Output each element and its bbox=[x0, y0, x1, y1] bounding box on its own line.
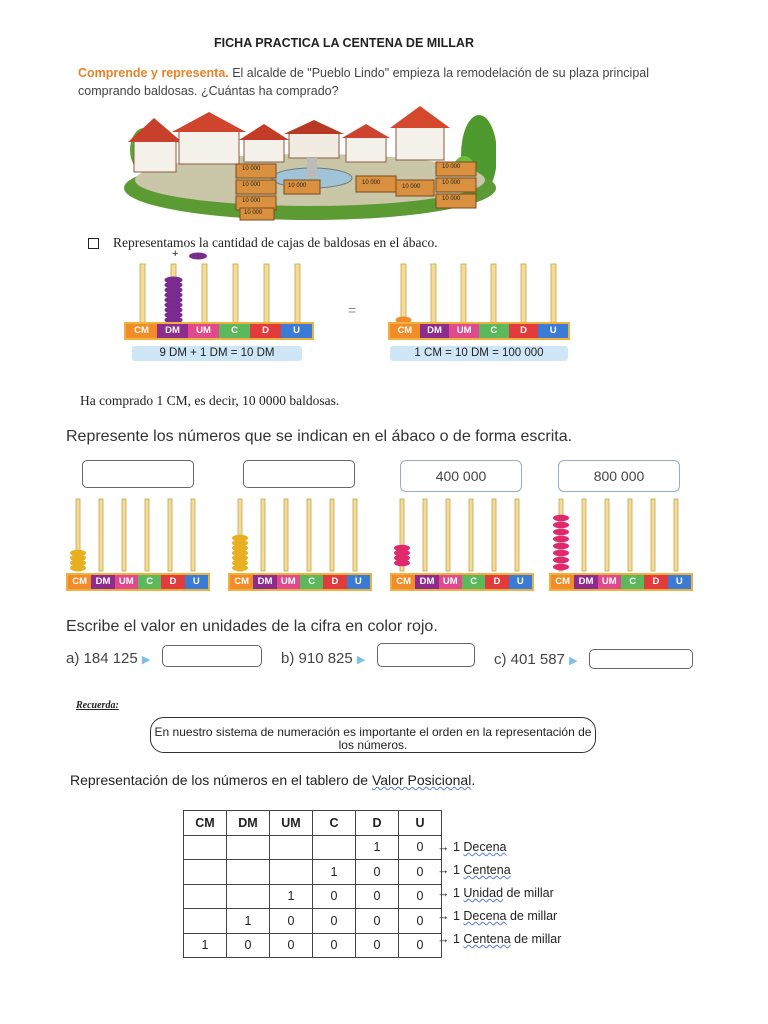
answer-box-1[interactable] bbox=[82, 460, 194, 488]
place-cm: CM bbox=[230, 575, 253, 589]
table-cell: 0 bbox=[313, 933, 356, 958]
table-row bbox=[184, 909, 442, 934]
box-label: 10 000 bbox=[242, 182, 261, 188]
place-dm: DM bbox=[91, 575, 114, 589]
table-row bbox=[184, 933, 442, 958]
place-c: C bbox=[621, 575, 644, 589]
equation-left: 9 DM + 1 DM = 10 DM bbox=[132, 346, 302, 361]
place-um: UM bbox=[277, 575, 300, 589]
answer-box-2[interactable] bbox=[243, 460, 355, 488]
place-value-labels bbox=[228, 573, 372, 591]
place-cm: CM bbox=[551, 575, 574, 589]
place-um: UM bbox=[188, 324, 219, 338]
equation-right: 1 CM = 10 DM = 100 000 bbox=[390, 346, 568, 361]
row-label bbox=[437, 859, 561, 882]
table-cell bbox=[227, 860, 270, 885]
table-cell bbox=[270, 835, 313, 860]
number-box-3: 400 000 bbox=[400, 460, 522, 492]
exercise-a bbox=[66, 650, 150, 667]
table-cell bbox=[313, 835, 356, 860]
table-cell: 0 bbox=[399, 835, 442, 860]
col-header: UM bbox=[270, 811, 313, 836]
place-d: D bbox=[323, 575, 346, 589]
place-value-labels bbox=[390, 573, 534, 591]
arrow-text: → 1 bbox=[437, 932, 464, 946]
town-square-illustration bbox=[124, 100, 496, 222]
table-cell: 1 bbox=[184, 933, 227, 958]
checkbox[interactable] bbox=[88, 238, 99, 249]
row-label bbox=[437, 905, 561, 928]
table-cell: 0 bbox=[356, 884, 399, 909]
exercise-c bbox=[494, 651, 578, 668]
place-cm: CM bbox=[126, 324, 157, 338]
answer-input-c[interactable] bbox=[589, 649, 693, 669]
remember-title: Recuerda: bbox=[76, 700, 119, 711]
exercise-a-number: 184 125 bbox=[83, 650, 138, 667]
place-cm: CM bbox=[68, 575, 91, 589]
box-label: 10 000 bbox=[442, 164, 461, 170]
row-label-rest: de millar bbox=[503, 886, 554, 900]
box-label: 10 000 bbox=[402, 184, 421, 190]
table-cell: 0 bbox=[270, 909, 313, 934]
table-cell bbox=[270, 860, 313, 885]
plus-sign: + bbox=[172, 248, 179, 260]
place-value-labels bbox=[66, 573, 210, 591]
place-d: D bbox=[644, 575, 667, 589]
place-um: UM bbox=[115, 575, 138, 589]
arrow-text: → 1 bbox=[437, 886, 464, 900]
place-c: C bbox=[219, 324, 250, 338]
arrow-text: → 1 bbox=[437, 863, 464, 877]
example-abacus-right bbox=[388, 248, 570, 340]
place-dm: DM bbox=[420, 324, 450, 338]
col-header: DM bbox=[227, 811, 270, 836]
abacus-3 bbox=[390, 495, 534, 593]
place-um: UM bbox=[449, 324, 479, 338]
arrow-icon: ▶ bbox=[141, 654, 151, 666]
place-value-labels bbox=[124, 322, 314, 340]
place-um: UM bbox=[598, 575, 621, 589]
box-label: 10 000 bbox=[244, 210, 263, 216]
table-heading-term: Valor Posicional bbox=[371, 772, 472, 788]
place-dm: DM bbox=[253, 575, 276, 589]
place-u: U bbox=[347, 575, 370, 589]
intro-paragraph bbox=[78, 64, 678, 100]
intro-lead: Comprende y representa. bbox=[78, 66, 229, 80]
table-cell bbox=[184, 884, 227, 909]
abacus-4 bbox=[549, 495, 693, 593]
arrow-text: → 1 bbox=[437, 840, 464, 854]
box-label: 10 000 bbox=[288, 183, 307, 189]
equals-sign: = bbox=[348, 302, 357, 318]
table-cell: 1 bbox=[227, 909, 270, 934]
table-cell bbox=[184, 835, 227, 860]
box-label: 10 000 bbox=[242, 166, 261, 172]
row-label bbox=[437, 928, 561, 951]
col-header: D bbox=[356, 811, 399, 836]
table-cell: 0 bbox=[356, 933, 399, 958]
place-cm: CM bbox=[390, 324, 420, 338]
table-row bbox=[184, 860, 442, 885]
place-value-labels bbox=[549, 573, 693, 591]
place-value-labels bbox=[388, 322, 570, 340]
exercise-c-label: c) bbox=[494, 651, 507, 668]
remember-cloud: En nuestro sistema de numeración es importante el orden en la representación de los números. bbox=[150, 717, 596, 753]
table-cell: 1 bbox=[313, 860, 356, 885]
place-c: C bbox=[300, 575, 323, 589]
arrow-icon: ▶ bbox=[356, 654, 366, 666]
row-label-rest: de millar bbox=[506, 909, 558, 923]
box-label: 10 000 bbox=[442, 196, 461, 202]
table-cell bbox=[184, 909, 227, 934]
table-heading bbox=[70, 772, 475, 788]
table-cell bbox=[184, 860, 227, 885]
table-header-row bbox=[184, 811, 442, 836]
table-heading-end: . bbox=[471, 772, 476, 788]
row-label-main: Unidad bbox=[463, 886, 504, 900]
place-value-table bbox=[183, 810, 442, 958]
write-value-heading: Escribe el valor en unidades de la cifra en color rojo. bbox=[66, 618, 438, 635]
col-header: U bbox=[399, 811, 442, 836]
place-u: U bbox=[185, 575, 208, 589]
place-um: UM bbox=[439, 575, 462, 589]
exercise-b bbox=[281, 650, 365, 667]
row-label-main: Centena bbox=[463, 932, 511, 946]
row-label-main: Decena bbox=[463, 840, 507, 854]
table-cell bbox=[227, 884, 270, 909]
place-dm: DM bbox=[574, 575, 597, 589]
row-labels bbox=[437, 836, 561, 951]
table-cell: 0 bbox=[399, 860, 442, 885]
place-dm: DM bbox=[157, 324, 188, 338]
table-cell: 0 bbox=[313, 884, 356, 909]
row-label bbox=[437, 836, 561, 859]
table-cell: 0 bbox=[399, 884, 442, 909]
abacus-instruction-text: Representamos la cantidad de cajas de baldosas en el ábaco. bbox=[113, 235, 438, 250]
arrow-text: → 1 bbox=[437, 909, 464, 923]
place-u: U bbox=[668, 575, 691, 589]
exercise-a-label: a) bbox=[66, 650, 80, 667]
intro-text: El alcalde de "Pueblo Lindo" empieza la remodelación de su plaza principal comprando baldosas. ¿Cuántas ha comprado? bbox=[78, 66, 649, 98]
place-c: C bbox=[479, 324, 509, 338]
table-cell: 0 bbox=[270, 933, 313, 958]
col-header: C bbox=[313, 811, 356, 836]
table-row bbox=[184, 835, 442, 860]
place-u: U bbox=[538, 324, 568, 338]
row-label bbox=[437, 882, 561, 905]
abacus-1 bbox=[66, 495, 210, 593]
example-abacus-left bbox=[124, 248, 314, 340]
table-heading-text: Representación de los números en el tablero de bbox=[70, 772, 372, 788]
place-d: D bbox=[250, 324, 281, 338]
table-cell bbox=[227, 835, 270, 860]
row-label-main: Decena bbox=[463, 909, 507, 923]
table-cell: 0 bbox=[356, 909, 399, 934]
table-row bbox=[184, 884, 442, 909]
table-cell: 0 bbox=[399, 933, 442, 958]
box-label: 10 000 bbox=[442, 180, 461, 186]
place-d: D bbox=[509, 324, 539, 338]
conclusion-text: Ha comprado 1 CM, es decir, 10 0000 baldosas. bbox=[80, 393, 340, 408]
table-cell: 1 bbox=[356, 835, 399, 860]
table-cell: 0 bbox=[399, 909, 442, 934]
answer-input-a[interactable] bbox=[162, 645, 262, 667]
number-box-4: 800 000 bbox=[558, 460, 680, 492]
table-cell: 1 bbox=[270, 884, 313, 909]
answer-input-b[interactable] bbox=[377, 643, 475, 667]
place-c: C bbox=[462, 575, 485, 589]
place-cm: CM bbox=[392, 575, 415, 589]
box-label: 10 000 bbox=[362, 180, 381, 186]
table-cell: 0 bbox=[313, 909, 356, 934]
place-dm: DM bbox=[415, 575, 438, 589]
arrow-icon: ▶ bbox=[569, 655, 578, 667]
place-u: U bbox=[281, 324, 312, 338]
exercise-b-number: 910 825 bbox=[298, 650, 353, 667]
page-title: FICHA PRACTICA LA CENTENA DE MILLAR bbox=[214, 36, 474, 50]
place-u: U bbox=[509, 575, 532, 589]
table-cell: 0 bbox=[356, 860, 399, 885]
box-label: 10 000 bbox=[242, 198, 261, 204]
place-c: C bbox=[138, 575, 161, 589]
place-d: D bbox=[161, 575, 184, 589]
col-header: CM bbox=[184, 811, 227, 836]
table-cell: 0 bbox=[227, 933, 270, 958]
represent-heading: Represente los números que se indican en el ábaco o de forma escrita. bbox=[66, 428, 573, 445]
abacus-2 bbox=[228, 495, 372, 593]
exercise-c-number: 401 587 bbox=[510, 651, 565, 668]
row-label-main: Centena bbox=[463, 863, 511, 877]
place-d: D bbox=[485, 575, 508, 589]
exercise-b-label: b) bbox=[281, 650, 295, 667]
row-label-rest: de millar bbox=[510, 932, 562, 946]
